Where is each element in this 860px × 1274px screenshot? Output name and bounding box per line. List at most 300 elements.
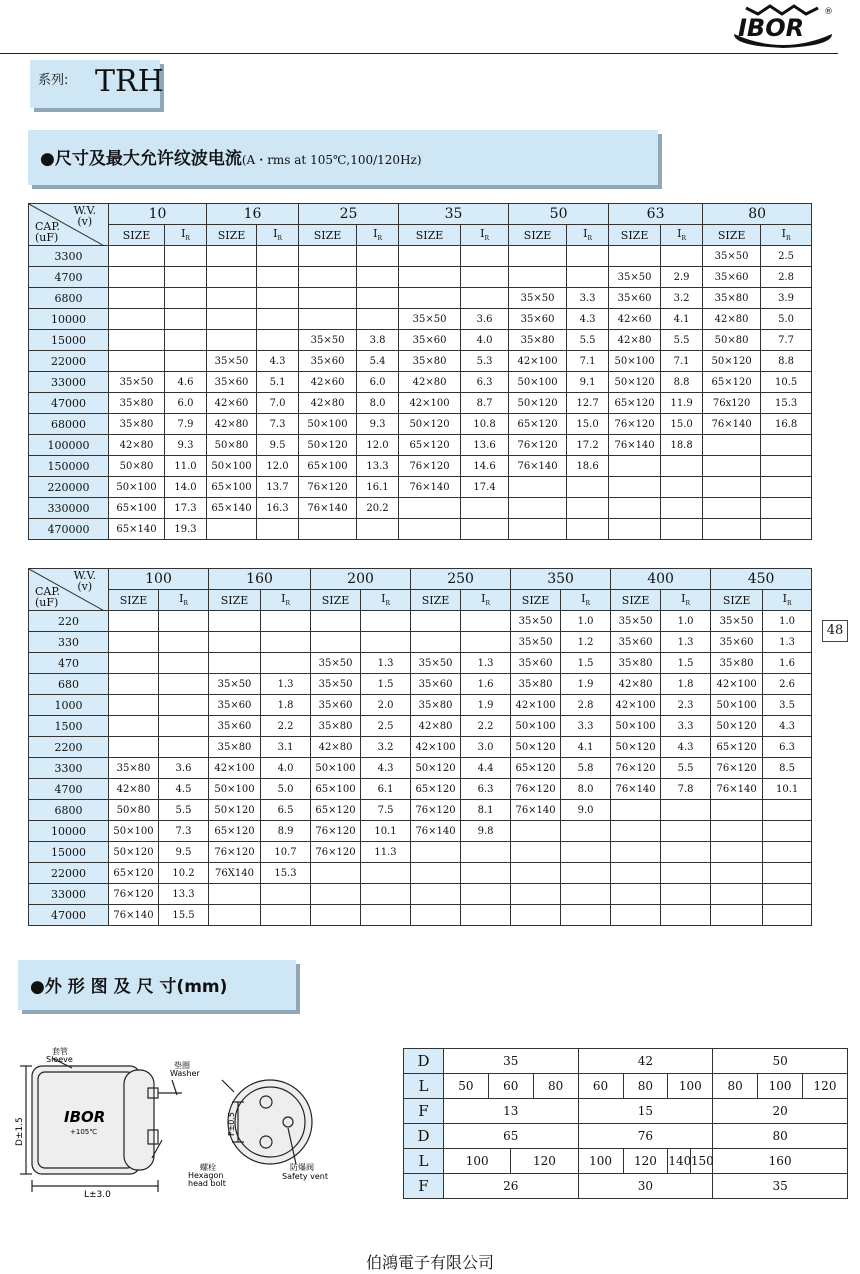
size-header: SIZE (509, 225, 567, 246)
ripple-current-cell (461, 267, 509, 288)
capacitance-cell: 1500 (29, 716, 109, 737)
ripple-current-cell (567, 267, 609, 288)
ripple-current-cell: 8.9 (261, 821, 311, 842)
ripple-current-cell: 18.6 (567, 456, 609, 477)
size-cell: 35×60 (611, 632, 661, 653)
table-row (29, 716, 812, 737)
size-cell (209, 611, 261, 632)
capacitance-cell: 100000 (29, 435, 109, 456)
table-corner (29, 204, 109, 246)
size-cell: 35×60 (509, 309, 567, 330)
size-cell: 50×100 (609, 351, 661, 372)
section-title (40, 144, 422, 169)
size-cell: 35×50 (609, 267, 661, 288)
ripple-current-cell: 6.1 (361, 779, 411, 800)
ripple-current-cell: 6.5 (261, 800, 311, 821)
ripple-current-cell: 5.5 (567, 330, 609, 351)
ripple-current-cell (159, 695, 209, 716)
size-cell: 76×120 (399, 456, 461, 477)
table-row (29, 372, 812, 393)
size-cell: 76×120 (611, 758, 661, 779)
ripple-current-cell (361, 632, 411, 653)
ripple-current-cell: 4.1 (661, 309, 703, 330)
ripple-current-cell: 8.0 (357, 393, 399, 414)
size-cell: 42×60 (299, 372, 357, 393)
size-header: SIZE (311, 590, 361, 611)
size-cell: 35×80 (509, 330, 567, 351)
size-cell: 42×60 (609, 309, 661, 330)
size-cell (609, 456, 661, 477)
series-label: 系列: (38, 73, 69, 88)
size-cell (209, 653, 261, 674)
registered-mark: ® (824, 7, 833, 17)
dim-label: F (404, 1099, 444, 1124)
ripple-current-cell (461, 842, 511, 863)
size-cell: 50×100 (611, 716, 661, 737)
dim-cell: 80 (713, 1074, 758, 1099)
dim-cell: 100 (444, 1149, 511, 1174)
size-header: SIZE (109, 225, 165, 246)
table-row (29, 842, 812, 863)
ripple-current-cell (761, 477, 812, 498)
dim-cell: 26 (444, 1174, 579, 1199)
size-cell: 35×60 (209, 716, 261, 737)
ripple-current-cell: 1.2 (561, 632, 611, 653)
size-cell (711, 884, 763, 905)
capacitance-cell: 680 (29, 674, 109, 695)
table-corner (29, 569, 109, 611)
size-cell (109, 288, 165, 309)
ripple-current-cell: 2.5 (761, 246, 812, 267)
dim-cell: 120 (803, 1074, 848, 1099)
ripple-current-cell (257, 330, 299, 351)
ripple-current-cell: 14.0 (165, 477, 207, 498)
ripple-current-header: $I_R$ (261, 590, 311, 611)
page-number: 48 (822, 620, 848, 642)
size-cell: 50×120 (109, 842, 159, 863)
size-cell: 50×100 (509, 372, 567, 393)
size-cell (509, 519, 567, 540)
ripple-current-cell: 7.3 (159, 821, 209, 842)
size-cell (207, 309, 257, 330)
table-row (29, 905, 812, 926)
ripple-current-cell: 6.0 (165, 393, 207, 414)
table-row (29, 611, 812, 632)
ripple-current-cell: 15.0 (661, 414, 703, 435)
ripple-current-cell: 2.8 (761, 267, 812, 288)
size-cell: 42×80 (703, 309, 761, 330)
size-cell: 35×80 (711, 653, 763, 674)
size-cell: 35×50 (299, 330, 357, 351)
ripple-current-cell (461, 498, 509, 519)
ripple-current-cell: 10.8 (461, 414, 509, 435)
ripple-current-cell: 3.6 (461, 309, 509, 330)
size-cell (399, 267, 461, 288)
voltage-header: 160 (209, 569, 311, 590)
size-cell: 42×100 (411, 737, 461, 758)
size-cell: 42×80 (109, 779, 159, 800)
size-cell: 42×80 (411, 716, 461, 737)
size-cell: 35×50 (109, 372, 165, 393)
section2-title: ●外 形 图 及 尺 寸(mm) (30, 977, 228, 997)
dim-cell: 20 (713, 1099, 848, 1124)
ripple-current-cell: 7.8 (661, 779, 711, 800)
ripple-current-cell: 1.3 (261, 674, 311, 695)
capacitance-cell: 3300 (29, 246, 109, 267)
size-cell (109, 632, 159, 653)
size-cell: 76×120 (511, 779, 561, 800)
ripple-current-cell (159, 716, 209, 737)
ripple-current-cell (661, 905, 711, 926)
size-cell (411, 905, 461, 926)
ripple-current-cell (661, 863, 711, 884)
ripple-current-cell: 3.3 (561, 716, 611, 737)
dim-row-d2 (404, 1124, 848, 1149)
voltage-header: 400 (611, 569, 711, 590)
table-row (29, 288, 812, 309)
size-cell: 35×80 (703, 288, 761, 309)
ripple-current-cell: 1.3 (461, 653, 511, 674)
size-cell: 35×80 (511, 674, 561, 695)
ripple-current-header: $I_R$ (165, 225, 207, 246)
size-cell: 76×140 (511, 800, 561, 821)
capacitance-cell: 3300 (29, 758, 109, 779)
ripple-current-cell: 1.9 (561, 674, 611, 695)
dim-cell: 100 (668, 1074, 713, 1099)
ripple-current-header: $I_R$ (661, 225, 703, 246)
capacitance-cell: 15000 (29, 842, 109, 863)
size-cell: 76×140 (509, 456, 567, 477)
size-cell: 65×120 (511, 758, 561, 779)
table-row (29, 800, 812, 821)
ripple-current-cell (165, 288, 207, 309)
voltage-header: 35 (399, 204, 509, 225)
ripple-current-cell (165, 309, 207, 330)
ripple-current-cell: 3.2 (361, 737, 411, 758)
table-row (29, 695, 812, 716)
size-cell: 65×120 (609, 393, 661, 414)
table-row (29, 456, 812, 477)
ripple-current-cell: 4.3 (661, 737, 711, 758)
dim-cell: 80 (533, 1074, 578, 1099)
ripple-current-cell (357, 519, 399, 540)
size-cell: 50×80 (703, 330, 761, 351)
size-cell: 76×140 (703, 414, 761, 435)
ripple-current-cell: 6.3 (461, 779, 511, 800)
bolt-en2-label: head bolt (188, 1179, 226, 1188)
voltage-header: 200 (311, 569, 411, 590)
dim-label: L (404, 1074, 444, 1099)
ripple-current-cell: 8.0 (561, 779, 611, 800)
ripple-current-cell: 6.0 (357, 372, 399, 393)
size-cell (109, 351, 165, 372)
voltage-header: 250 (411, 569, 511, 590)
table-row (29, 674, 812, 695)
ripple-current-cell (761, 519, 812, 540)
size-cell: 65×120 (509, 414, 567, 435)
size-cell: 50×100 (209, 779, 261, 800)
size-cell: 65×140 (207, 498, 257, 519)
ripple-current-cell (763, 884, 812, 905)
ripple-current-cell (257, 288, 299, 309)
capacitance-cell: 6800 (29, 800, 109, 821)
ripple-current-cell: 1.3 (763, 632, 812, 653)
bolt-en1-label: Hexagon (188, 1171, 224, 1180)
ripple-current-cell (763, 842, 812, 863)
series-box (30, 60, 164, 108)
ripple-current-cell (461, 611, 511, 632)
ripple-current-cell (361, 905, 411, 926)
size-cell: 35×50 (209, 674, 261, 695)
size-cell: 65×140 (109, 519, 165, 540)
table-row (29, 737, 812, 758)
size-cell: 50×120 (511, 737, 561, 758)
ripple-current-cell (661, 498, 703, 519)
dim-row-l2 (404, 1149, 848, 1174)
size-cell: 76×140 (611, 779, 661, 800)
size-cell: 65×100 (109, 498, 165, 519)
size-cell: 42×100 (399, 393, 461, 414)
capacitance-cell: 220 (29, 611, 109, 632)
size-header: SIZE (411, 590, 461, 611)
size-cell (311, 863, 361, 884)
size-cell: 35×80 (611, 653, 661, 674)
size-cell (609, 246, 661, 267)
size-cell (609, 498, 661, 519)
size-cell (109, 611, 159, 632)
ripple-current-cell (761, 456, 812, 477)
ripple-current-cell (461, 884, 511, 905)
table-row (29, 330, 812, 351)
dim-row-d1 (404, 1049, 848, 1074)
voltage-header: 10 (109, 204, 207, 225)
ripple-current-cell: 1.3 (661, 632, 711, 653)
voltage-header: 100 (109, 569, 209, 590)
ripple-current-cell: 12.0 (257, 456, 299, 477)
size-cell: 50×120 (703, 351, 761, 372)
corner-wv-label: W.V. (v) (73, 569, 96, 593)
size-cell: 50×120 (399, 414, 461, 435)
size-cell: 35×80 (411, 695, 461, 716)
ripple-current-cell: 13.6 (461, 435, 509, 456)
ripple-current-cell: 4.3 (257, 351, 299, 372)
series-value: TRH (95, 64, 164, 99)
size-cell: 50×120 (509, 393, 567, 414)
size-cell (109, 674, 159, 695)
size-cell (411, 842, 461, 863)
size-cell: 50×120 (609, 372, 661, 393)
ripple-current-cell: 8.1 (461, 800, 511, 821)
ripple-current-header: $I_R$ (761, 225, 812, 246)
corner-wv-label: W.V. (v) (73, 204, 96, 228)
ripple-current-cell: 2.2 (261, 716, 311, 737)
size-cell: 35×50 (511, 632, 561, 653)
size-cell: 35×50 (703, 246, 761, 267)
size-cell (209, 884, 261, 905)
section-outline-dimensions (18, 960, 296, 1010)
ripple-current-cell: 7.7 (761, 330, 812, 351)
capacitance-cell: 15000 (29, 330, 109, 351)
table-row (29, 758, 812, 779)
dim-label: D (404, 1124, 444, 1149)
size-cell (703, 456, 761, 477)
size-cell: 65×120 (399, 435, 461, 456)
size-cell: 35×60 (703, 267, 761, 288)
capacitance-cell: 33000 (29, 884, 109, 905)
ripple-current-cell (165, 267, 207, 288)
ripple-current-cell (661, 519, 703, 540)
size-cell: 35×50 (411, 653, 461, 674)
corner-cap-label: CAP. (uF) (35, 585, 61, 609)
ripple-current-cell: 13.7 (257, 477, 299, 498)
size-cell: 76×120 (209, 842, 261, 863)
ripple-current-cell: 20.2 (357, 498, 399, 519)
size-cell: 35×50 (311, 674, 361, 695)
size-cell (399, 246, 461, 267)
voltage-header-row (29, 569, 812, 590)
dim-cell: 60 (578, 1074, 623, 1099)
ripple-current-cell: 7.1 (567, 351, 609, 372)
size-cell (207, 288, 257, 309)
capacitance-cell: 22000 (29, 351, 109, 372)
ripple-current-cell (165, 330, 207, 351)
ripple-current-cell: 19.3 (165, 519, 207, 540)
size-cell (509, 246, 567, 267)
capacitance-cell: 150000 (29, 456, 109, 477)
size-cell: 65×120 (109, 863, 159, 884)
ripple-current-header: $I_R$ (159, 590, 209, 611)
size-cell: 42×80 (207, 414, 257, 435)
corner-cap-label: CAP. (uF) (35, 220, 61, 244)
ripple-current-cell (361, 863, 411, 884)
size-cell: 65×100 (207, 477, 257, 498)
ripple-current-cell (159, 653, 209, 674)
ripple-current-cell (257, 267, 299, 288)
size-cell: 50×80 (109, 456, 165, 477)
table-row (29, 435, 812, 456)
size-cell: 42×80 (311, 737, 361, 758)
size-cell: 76×140 (609, 435, 661, 456)
dim-cell: 140 (668, 1149, 690, 1174)
ripple-current-header: $I_R$ (461, 590, 511, 611)
ripple-current-cell (357, 246, 399, 267)
ripple-current-cell (561, 905, 611, 926)
ripple-current-cell (261, 884, 311, 905)
dim-row-f2 (404, 1174, 848, 1199)
ripple-current-cell (357, 288, 399, 309)
size-cell (609, 519, 661, 540)
ripple-current-header: $I_R$ (461, 225, 509, 246)
capacitance-cell: 330 (29, 632, 109, 653)
size-cell (109, 695, 159, 716)
size-cell (511, 821, 561, 842)
ripple-current-cell (461, 632, 511, 653)
table-row (29, 884, 812, 905)
size-cell (611, 905, 661, 926)
size-cell: 35×60 (609, 288, 661, 309)
size-header: SIZE (703, 225, 761, 246)
size-cell: 50×120 (209, 800, 261, 821)
size-cell: 50×120 (411, 758, 461, 779)
ripple-current-header: $I_R$ (567, 225, 609, 246)
ripple-current-cell (567, 498, 609, 519)
size-cell (399, 498, 461, 519)
size-cell: 42×100 (711, 674, 763, 695)
size-header: SIZE (109, 590, 159, 611)
voltage-header: 16 (207, 204, 299, 225)
ripple-current-cell: 16.3 (257, 498, 299, 519)
size-cell (311, 611, 361, 632)
ripple-current-cell: 1.0 (763, 611, 812, 632)
dim-cell: 60 (488, 1074, 533, 1099)
size-header: SIZE (711, 590, 763, 611)
size-header: SIZE (611, 590, 661, 611)
size-cell (703, 498, 761, 519)
ripple-current-cell: 2.2 (461, 716, 511, 737)
size-cell: 50×100 (109, 477, 165, 498)
table-row (29, 309, 812, 330)
ripple-current-cell (357, 309, 399, 330)
ripple-table-high-voltage (28, 568, 812, 926)
table-row (29, 821, 812, 842)
ripple-current-cell: 2.9 (661, 267, 703, 288)
size-cell (611, 842, 661, 863)
column-subheader-row (29, 225, 812, 246)
size-cell (399, 519, 461, 540)
ripple-current-cell: 15.3 (761, 393, 812, 414)
size-cell (109, 653, 159, 674)
table-row (29, 267, 812, 288)
size-cell: 35×50 (311, 653, 361, 674)
size-cell: 65×100 (311, 779, 361, 800)
size-cell: 65×120 (711, 737, 763, 758)
dim-label: L (404, 1149, 444, 1174)
size-cell (509, 498, 567, 519)
ripple-current-cell: 11.9 (661, 393, 703, 414)
ripple-current-cell (661, 456, 703, 477)
size-cell (511, 884, 561, 905)
ripple-current-cell (661, 884, 711, 905)
ripple-current-cell: 7.0 (257, 393, 299, 414)
outline-drawing (12, 1040, 342, 1200)
ripple-current-cell: 1.5 (661, 653, 711, 674)
capacitance-cell: 4700 (29, 779, 109, 800)
ripple-current-cell: 3.1 (261, 737, 311, 758)
size-cell: 65×120 (311, 800, 361, 821)
size-cell: 50×120 (711, 716, 763, 737)
logo-text: IBOR (738, 14, 805, 42)
size-cell: 50×100 (311, 758, 361, 779)
ripple-current-cell: 5.3 (461, 351, 509, 372)
bolt-cn-label: 螺栓 (200, 1163, 216, 1172)
ripple-current-header: $I_R$ (763, 590, 812, 611)
size-cell: 35×60 (209, 695, 261, 716)
size-cell (299, 309, 357, 330)
size-cell: 35×80 (399, 351, 461, 372)
ripple-current-cell: 16.1 (357, 477, 399, 498)
size-cell (609, 477, 661, 498)
ripple-current-cell (763, 800, 812, 821)
ripple-current-cell (159, 611, 209, 632)
dim-cell: 30 (578, 1174, 713, 1199)
size-cell: 35×50 (711, 611, 763, 632)
dim-cell: 120 (511, 1149, 578, 1174)
size-cell (611, 800, 661, 821)
ripple-current-cell (661, 842, 711, 863)
ripple-current-cell: 10.5 (761, 372, 812, 393)
ripple-current-header: $I_R$ (561, 590, 611, 611)
size-cell: 35×60 (299, 351, 357, 372)
